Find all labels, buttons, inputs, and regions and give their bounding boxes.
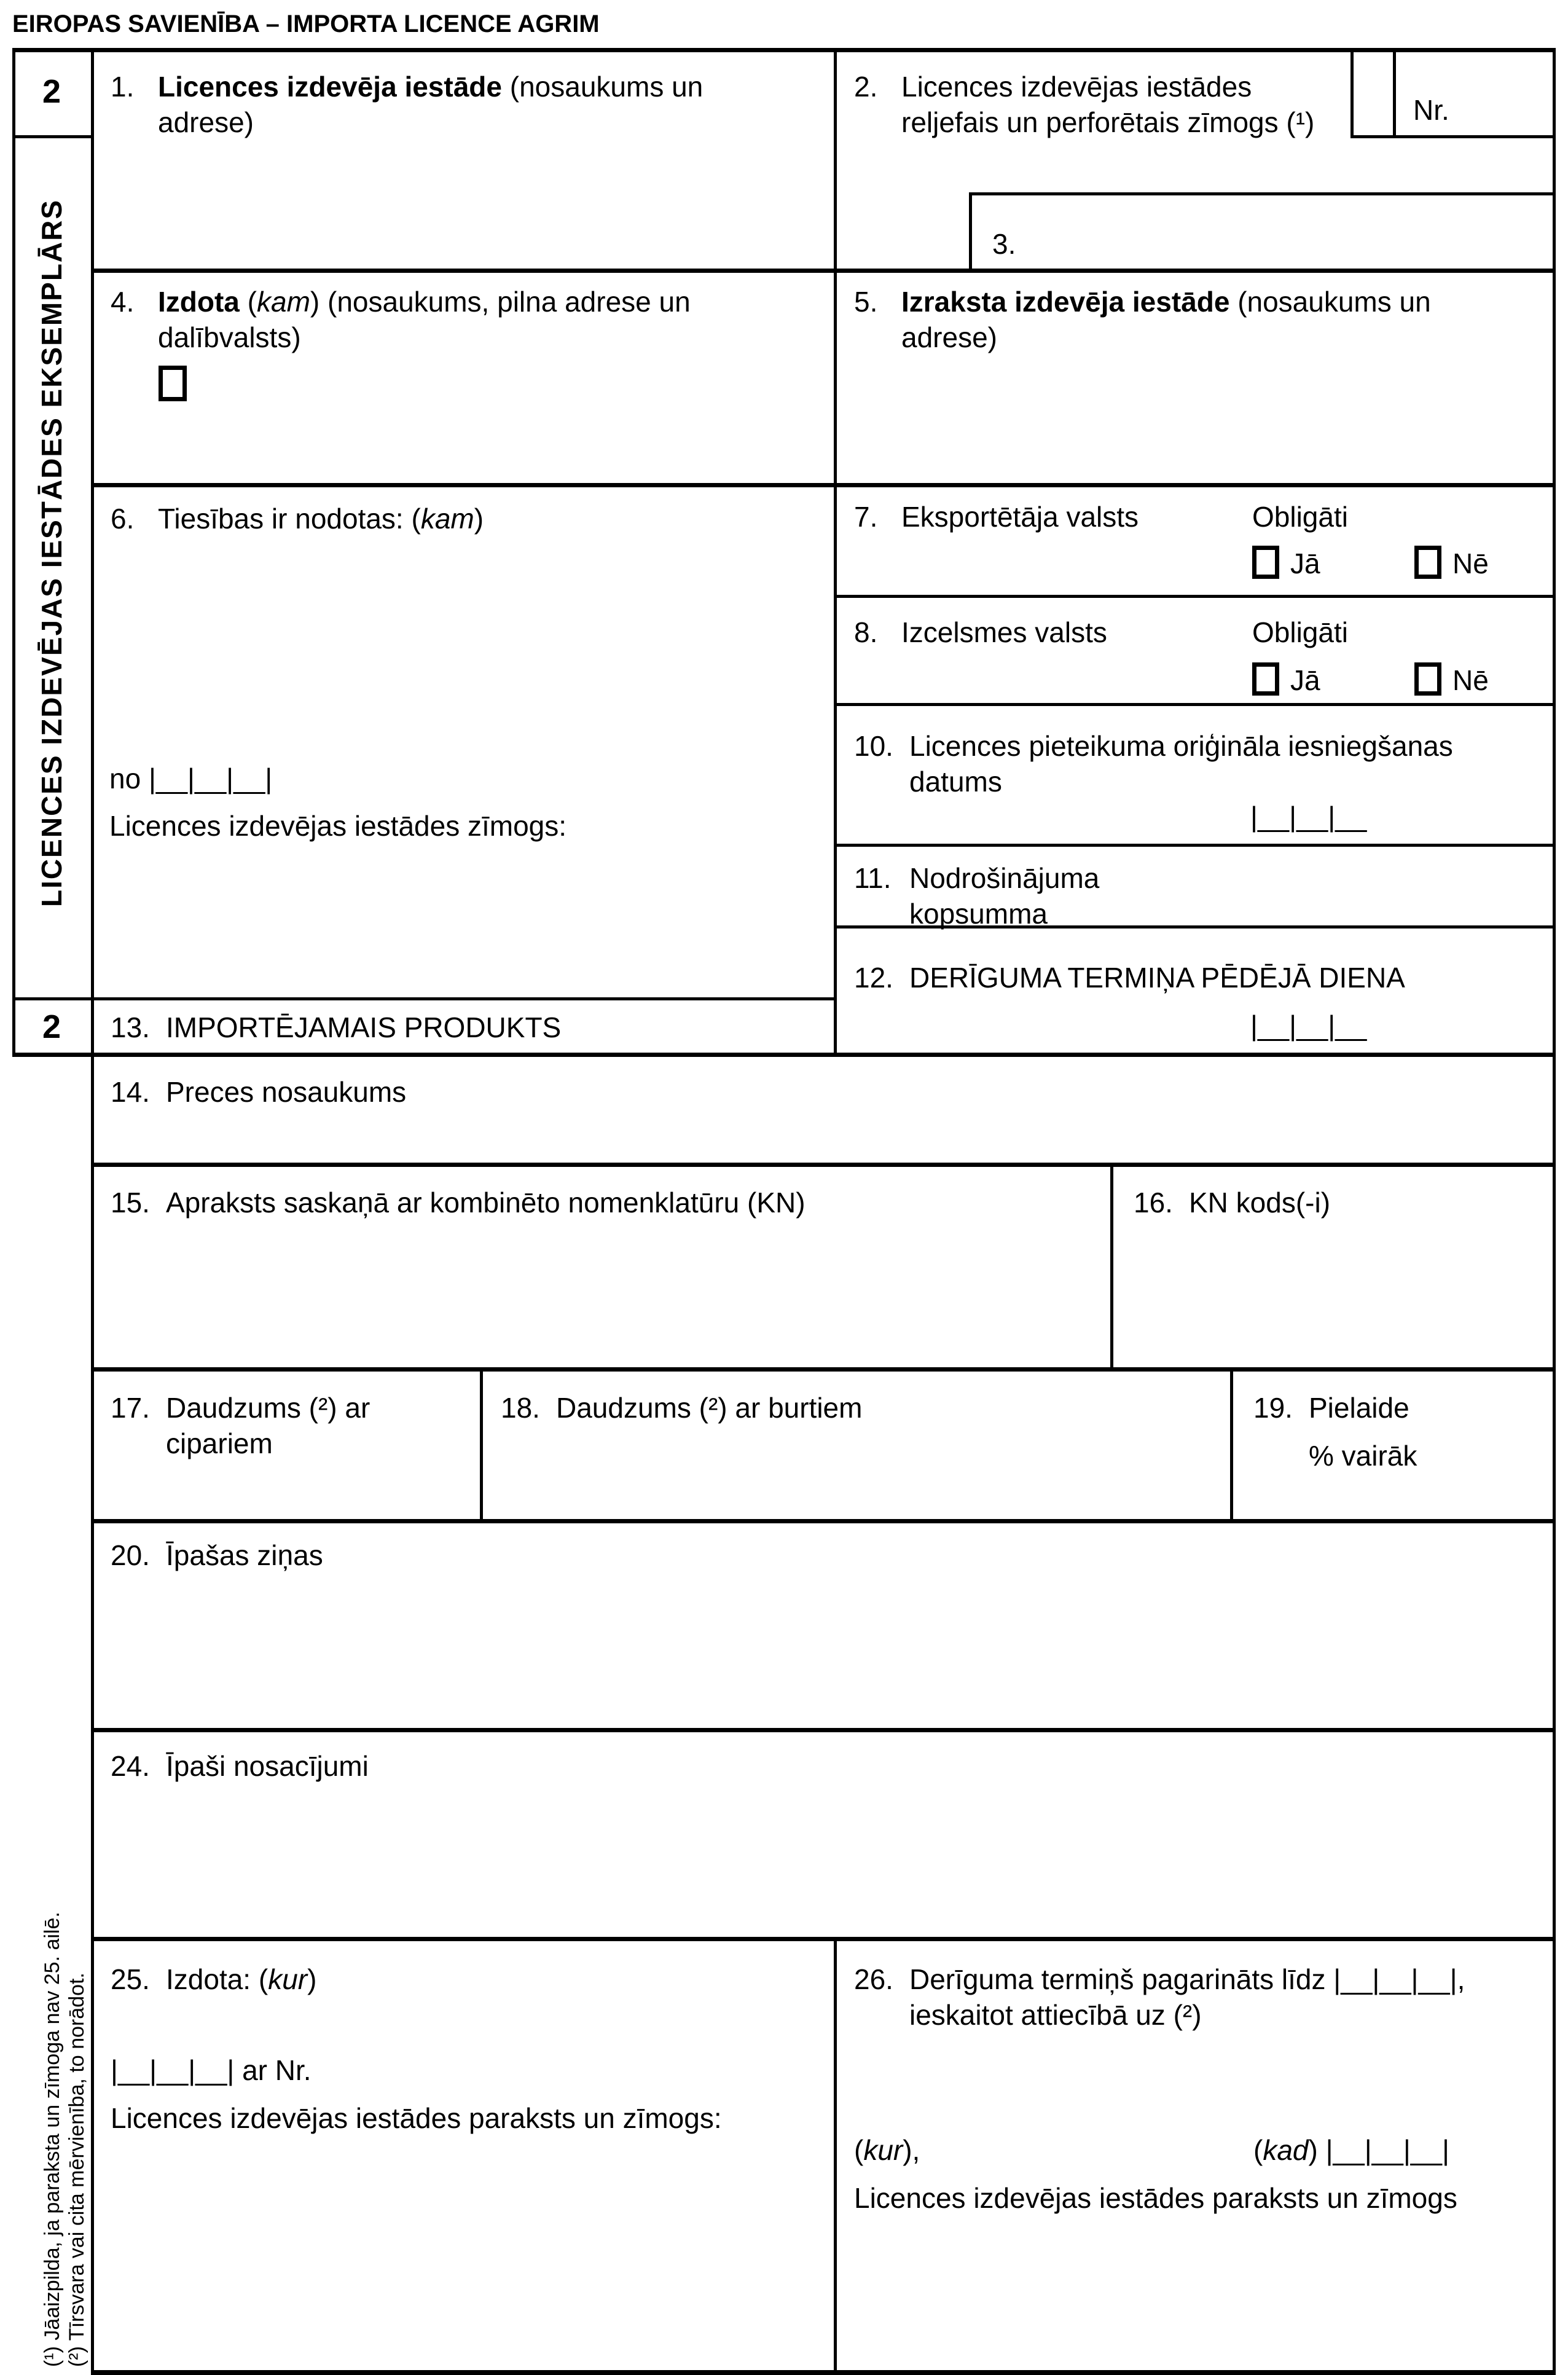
field-1-label: Licences izdevēja iestāde (nosaukums un adrese) bbox=[158, 71, 704, 138]
field-11 bbox=[854, 860, 1099, 932]
border-row1-bottom bbox=[91, 269, 1556, 273]
nr-label: Nr. bbox=[1413, 94, 1449, 126]
border-row10-bottom bbox=[834, 844, 1556, 847]
field-26 bbox=[854, 1961, 1465, 2033]
field-6-number: 6. bbox=[111, 503, 135, 535]
field-25-signature-line: Licences izdevējas iestādes paraksts un zīmogs: bbox=[111, 2102, 722, 2134]
field-17 bbox=[111, 1390, 370, 1461]
field-26-signature-line: Licences izdevējas iestādes paraksts un zīmogs bbox=[854, 2182, 1457, 2214]
border-25-26-divider bbox=[834, 1937, 837, 2375]
field-8-yes-label: Jā bbox=[1290, 664, 1320, 696]
border-row15-bottom bbox=[91, 1367, 1556, 1372]
border-row14-bottom bbox=[91, 1163, 1556, 1167]
footnote-1: (¹) Jāaizpilda, ja paraksta un zīmoga nav 25. ailē. bbox=[41, 1912, 64, 2367]
field-12-label: DERĪGUMA TERMIŅA PĒDĒJĀ DIENA bbox=[909, 962, 1405, 994]
field-24-label: Īpaši nosacījumi bbox=[166, 1750, 369, 1782]
field-4 bbox=[111, 284, 691, 355]
field-25-number: 25. bbox=[111, 1963, 150, 1995]
field-26-when-label: (kad) |__|__|__| bbox=[1253, 2134, 1449, 2166]
field-13-label: IMPORTĒJAMAIS PRODUKTS bbox=[166, 1011, 562, 1043]
field-2-number: 2. bbox=[854, 71, 878, 103]
border-right bbox=[1553, 48, 1556, 2375]
field-10-number: 10. bbox=[854, 730, 893, 762]
field-1-number: 1. bbox=[111, 71, 135, 103]
field-25-label: Izdota: (kur) bbox=[166, 1963, 317, 1995]
field-5 bbox=[854, 284, 1431, 355]
border-row6-bottom bbox=[12, 997, 837, 1000]
field-8-label: Izcelsmes valsts bbox=[901, 616, 1107, 648]
border-box3-left bbox=[969, 192, 972, 272]
field-7-yes-label: Jā bbox=[1290, 548, 1320, 579]
field-15-number: 15. bbox=[111, 1187, 150, 1219]
field-12-date-placeholder: |__|__|__ bbox=[1250, 1010, 1367, 1042]
border-18-19-divider bbox=[1230, 1367, 1233, 1523]
copy-number-bottom: 2 bbox=[42, 1008, 61, 1045]
field-8-mandatory-label: Obligāti bbox=[1252, 616, 1348, 648]
field-18 bbox=[501, 1390, 862, 1426]
field-8-number: 8. bbox=[854, 616, 878, 648]
field-2-label: Licences izdevējas iestādes reljefais un perforētais zīmogs (¹) bbox=[901, 71, 1315, 138]
checkbox-field-7-no[interactable] bbox=[1414, 546, 1441, 579]
border-row8-bottom bbox=[834, 703, 1556, 706]
border-nr-cell-left bbox=[1393, 48, 1396, 138]
field-10-label: Licences pieteikuma oriģināla iesniegšanas datums bbox=[909, 730, 1453, 798]
border-15-16-divider bbox=[1110, 1163, 1113, 1372]
field-20-number: 20. bbox=[111, 1539, 150, 1571]
border-17-18-divider bbox=[480, 1367, 483, 1523]
sidebar-vertical-label: LICENCES IZDEVĒJAS IESTĀDES EKSEMPLĀRS bbox=[36, 198, 68, 908]
field-6-stamp-line: Licences izdevējas iestādes zīmogs: bbox=[109, 810, 567, 842]
field-19-label: Pielaide bbox=[1309, 1392, 1409, 1424]
border-small-cell-left bbox=[1350, 48, 1354, 138]
field-11-label: Nodrošinājuma kopsumma bbox=[909, 862, 1100, 930]
checkbox-field-8-no[interactable] bbox=[1414, 662, 1441, 696]
field-18-label: Daudzums (²) ar burtiem bbox=[556, 1392, 863, 1424]
field-1 bbox=[111, 69, 703, 140]
field-10 bbox=[854, 728, 1453, 799]
field-7-mandatory-label: Obligāti bbox=[1252, 501, 1348, 533]
field-25 bbox=[111, 1961, 316, 1997]
checkbox-field-7-yes[interactable] bbox=[1252, 546, 1279, 579]
border-bottom bbox=[91, 2370, 1556, 2375]
field-7-number: 7. bbox=[854, 501, 878, 533]
field-13 bbox=[111, 1010, 561, 1045]
checkbox-field-8-yes[interactable] bbox=[1252, 662, 1279, 696]
field-16-number: 16. bbox=[1134, 1187, 1173, 1219]
field-25-nr-line: |__|__|__| ar Nr. bbox=[111, 2054, 312, 2086]
field-13-number: 13. bbox=[111, 1011, 150, 1043]
field-6-from-line: no |__|__|__| bbox=[109, 763, 273, 795]
field-3-number: 3. bbox=[992, 228, 1016, 260]
field-19 bbox=[1253, 1390, 1409, 1426]
field-7 bbox=[854, 499, 1139, 535]
border-top bbox=[12, 48, 1556, 52]
footnotes bbox=[40, 1912, 89, 2367]
field-5-number: 5. bbox=[854, 286, 878, 318]
checkbox-field-4[interactable] bbox=[159, 366, 187, 401]
field-7-label: Eksportētāja valsts bbox=[901, 501, 1139, 533]
field-18-number: 18. bbox=[501, 1392, 540, 1424]
field-7-no-label: Nē bbox=[1452, 548, 1489, 579]
field-6 bbox=[111, 501, 484, 536]
field-8-no-label: Nē bbox=[1452, 664, 1489, 696]
border-left bbox=[12, 48, 15, 1057]
field-10-date-placeholder: |__|__|__ bbox=[1250, 801, 1367, 833]
field-12-number: 12. bbox=[854, 962, 893, 994]
field-4-label: Izdota (kam) (nosaukums, pilna adrese un dalībvalsts) bbox=[158, 286, 691, 353]
border-row20-bottom bbox=[91, 1728, 1556, 1732]
border-box3-top bbox=[969, 192, 1556, 195]
field-24-number: 24. bbox=[111, 1750, 150, 1782]
border-row4-bottom bbox=[91, 483, 1556, 487]
page-title: EIROPAS SAVIENĪBA – IMPORTA LICENCE AGRIM bbox=[12, 10, 600, 37]
field-4-number: 4. bbox=[111, 286, 135, 318]
field-15-label: Apraksts saskaņā ar kombinēto nomenklatūru (KN) bbox=[166, 1187, 806, 1219]
field-16 bbox=[1134, 1185, 1330, 1220]
field-26-number: 26. bbox=[854, 1963, 893, 1995]
border-row7-bottom bbox=[834, 595, 1556, 598]
footnote-2: (²) Tīrsvara vai cita mērvienība, to norādot. bbox=[65, 1973, 88, 2367]
border-row17-bottom bbox=[91, 1519, 1556, 1523]
field-16-label: KN kods(-i) bbox=[1189, 1187, 1331, 1219]
field-12 bbox=[854, 960, 1405, 995]
field-8 bbox=[854, 614, 1107, 650]
field-11-number: 11. bbox=[854, 862, 892, 894]
field-20 bbox=[111, 1537, 323, 1573]
field-14 bbox=[111, 1074, 406, 1110]
border-under-nr-cell bbox=[1350, 135, 1556, 138]
border-row13-bottom bbox=[12, 1053, 1556, 1057]
border-sidebar-right bbox=[91, 48, 94, 2375]
field-15 bbox=[111, 1185, 806, 1220]
field-17-number: 17. bbox=[111, 1392, 150, 1424]
field-2 bbox=[854, 69, 1339, 140]
field-26-where-label: (kur), bbox=[854, 2134, 920, 2166]
field-19-number: 19. bbox=[1253, 1392, 1293, 1424]
field-5-label: Izraksta izdevēja iestāde (nosaukums un adrese) bbox=[901, 286, 1431, 353]
border-center-divider bbox=[834, 48, 837, 1056]
border-row24-bottom bbox=[91, 1937, 1556, 1941]
field-19-sub-label: % vairāk bbox=[1309, 1440, 1417, 1472]
copy-number-top: 2 bbox=[42, 73, 61, 110]
field-20-label: Īpašas ziņas bbox=[166, 1539, 323, 1571]
field-26-label: Derīguma termiņš pagarināts līdz |__|__|__|, ieskaitot attiecībā uz (²) bbox=[909, 1963, 1465, 2031]
field-14-number: 14. bbox=[111, 1076, 150, 1108]
field-24 bbox=[111, 1748, 369, 1784]
field-6-label: Tiesības ir nodotas: (kam) bbox=[158, 503, 484, 535]
field-17-label: Daudzums (²) ar cipariem bbox=[166, 1392, 370, 1459]
field-14-label: Preces nosaukums bbox=[166, 1076, 407, 1108]
